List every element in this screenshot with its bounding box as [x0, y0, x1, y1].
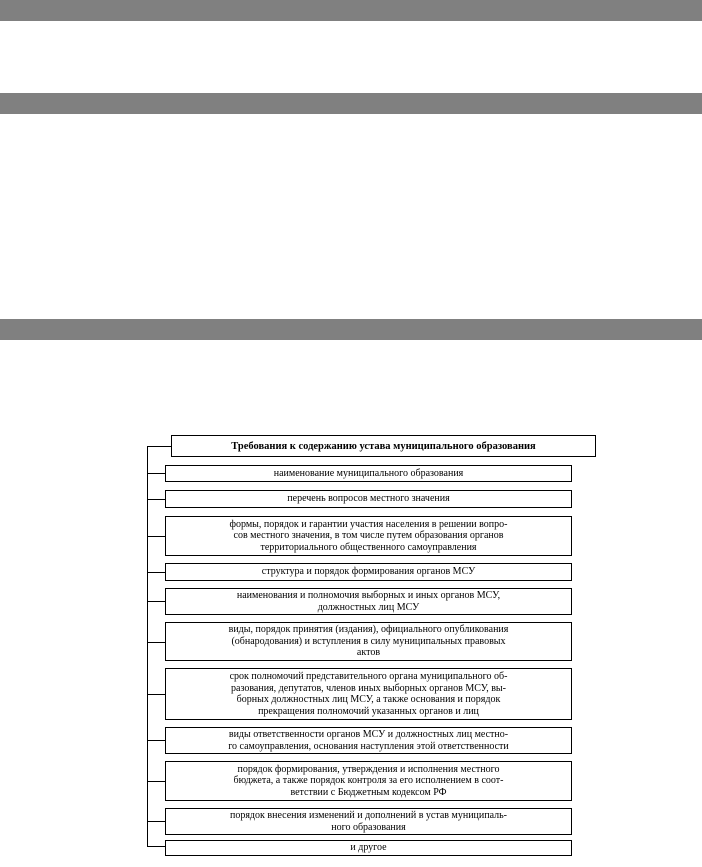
requirement-box: виды, порядок принятия (издания), официального опубликования (обнародования) и вступления в силу муниципальных правовых актов — [165, 622, 572, 661]
connector-branch — [147, 821, 165, 822]
connector-branch — [147, 694, 165, 695]
requirement-box: перечень вопросов местного значения — [165, 490, 572, 508]
requirement-box: структура и порядок формирования органов МСУ — [165, 563, 572, 581]
connector-branch — [147, 846, 165, 847]
connector-spine — [147, 446, 148, 846]
connector-branch — [147, 572, 165, 573]
connector-branch — [147, 536, 165, 537]
connector-branch — [147, 473, 165, 474]
header-band-1 — [0, 0, 702, 21]
diagram-title: Требования к содержанию устава муниципального образования — [171, 435, 596, 457]
requirement-box: формы, порядок и гарантии участия населения в решении вопро- сов местного значения, в том числе путем образования органов территориального общественного самоуправления — [165, 516, 572, 556]
requirement-box: порядок формирования, утверждения и исполнения местного бюджета, а также порядок контроля за его исполнением в соот- ветствии с Бюджетным кодексом РФ — [165, 761, 572, 801]
connector-branch — [147, 642, 165, 643]
connector-branch — [147, 781, 165, 782]
requirement-box: наименования и полномочия выборных и иных органов МСУ, должностных лиц МСУ — [165, 588, 572, 615]
requirement-box: и другое — [165, 840, 572, 856]
connector-branch — [147, 499, 165, 500]
requirement-box: виды ответственности органов МСУ и должностных лиц местно- го самоуправления, основания наступления этой ответственности — [165, 727, 572, 754]
header-band-2 — [0, 93, 702, 114]
connector-branch — [147, 601, 165, 602]
connector-title — [147, 446, 171, 447]
requirement-box: наименование муниципального образования — [165, 465, 572, 482]
requirement-box: срок полномочий представительного органа муниципального об- разования, депутатов, членов иных выборных органов МСУ, вы- борных должностных лиц МСУ, а также основания и порядок прекращения полномочий указанных органов и лиц — [165, 668, 572, 720]
header-band-3 — [0, 319, 702, 340]
requirement-box: порядок внесения изменений и дополнений в устав муниципаль- ного образования — [165, 808, 572, 835]
connector-branch — [147, 740, 165, 741]
